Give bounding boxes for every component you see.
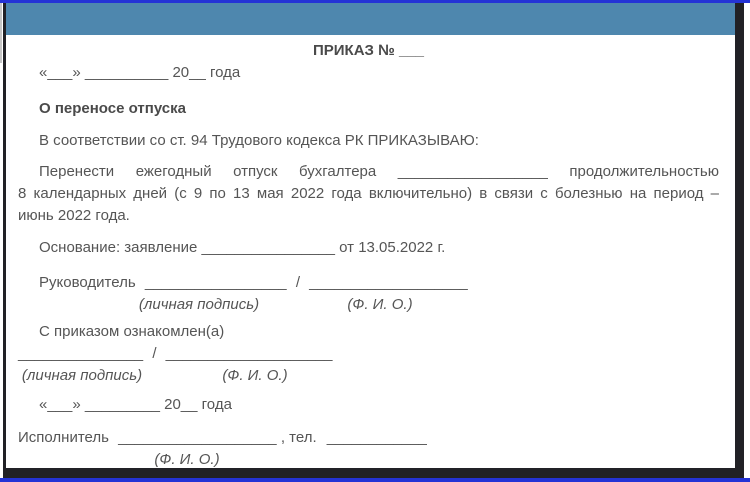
body-line-2: 8 календарных дней (с 9 по 13 мая 2022 года включительно) в связи с болезнью на период – xyxy=(18,185,719,202)
frame-right-border xyxy=(735,2,744,478)
personal-signature-caption: (личная подпись) xyxy=(21,367,143,384)
order-preamble: В соответствии со ст. 94 Трудового кодекса РК ПРИКАЗЫВАЮ: xyxy=(39,132,479,149)
frame-left-border xyxy=(3,3,6,478)
frame-bottom-border xyxy=(3,468,744,478)
caption-spacer xyxy=(274,294,300,316)
bottom-blue-border xyxy=(0,478,750,482)
acquainted-signature-captions xyxy=(18,365,719,387)
executor-line xyxy=(18,427,719,449)
phone-label: , тел. xyxy=(280,429,317,446)
document-header-bar xyxy=(6,3,735,35)
head-signature-captions xyxy=(18,294,719,316)
head-signature-separator: / xyxy=(295,274,300,291)
order-date-line: «___» __________ 20__ года xyxy=(39,64,241,81)
phone-blank: ____________ xyxy=(326,429,427,446)
acquainted-separator: / xyxy=(152,345,157,362)
top-blue-border xyxy=(0,0,750,3)
fullname-caption: (Ф. И. О.) xyxy=(222,367,288,384)
body-line-3: июнь 2022 года. xyxy=(18,207,130,224)
head-signature-blank: _________________ xyxy=(144,274,287,291)
head-signature-line xyxy=(18,272,719,294)
acquainted-label: С приказом ознакомлен(а) xyxy=(39,323,225,340)
fullname-caption: (Ф. И. О.) xyxy=(154,451,220,468)
executor-fullname-blank: ___________________ xyxy=(118,429,277,446)
acquainted-date-line: «___» _________ 20__ года xyxy=(39,396,232,413)
order-document-page xyxy=(6,35,735,468)
page-edge-sliver xyxy=(0,3,2,63)
order-subject: О переносе отпуска xyxy=(39,100,186,117)
personal-signature-caption: (личная подпись) xyxy=(138,296,260,313)
head-signature-label: Руководитель xyxy=(39,274,136,291)
order-body-paragraph xyxy=(18,161,719,227)
executor-label: Исполнитель xyxy=(18,429,109,446)
head-fullname-blank: ___________________ xyxy=(309,274,468,291)
acquainted-signature-line xyxy=(18,343,719,365)
caption-spacer xyxy=(146,365,170,387)
basis-line: Основание: заявление ________________ от 13.05.2022 г. xyxy=(39,239,446,256)
acquainted-signature-blank: _______________ xyxy=(18,345,144,362)
acquainted-fullname-blank: ____________________ xyxy=(165,345,333,362)
fullname-caption: (Ф. И. О.) xyxy=(347,296,413,313)
body-line-1: Перенести ежегодный отпуск бухгалтера __________________ продолжительностью xyxy=(39,163,719,180)
order-title: ПРИКАЗ № ___ xyxy=(312,42,425,59)
